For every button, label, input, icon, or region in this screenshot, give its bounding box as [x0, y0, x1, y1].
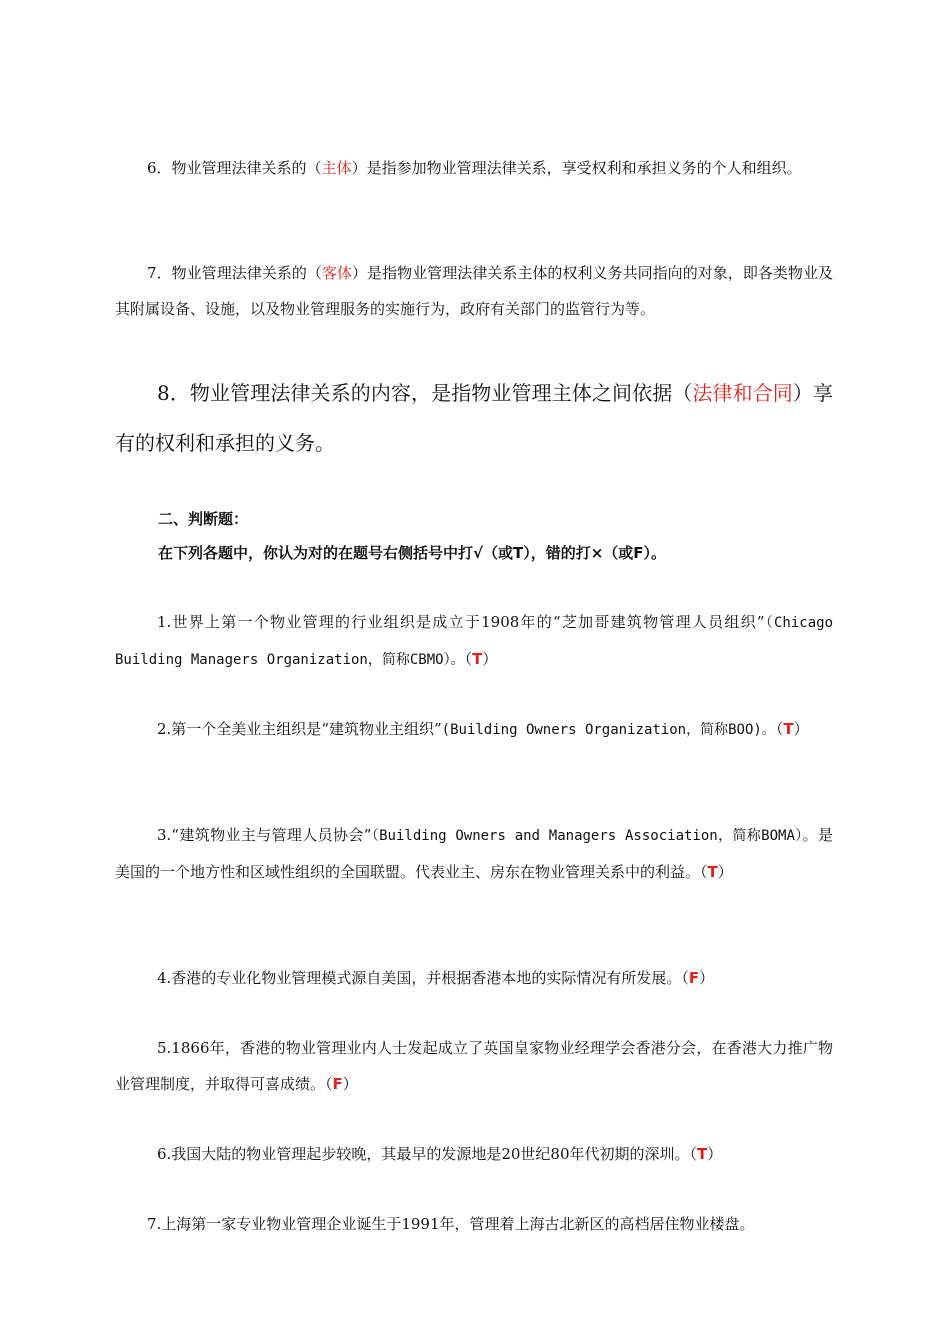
- judgment-2-answer: T: [783, 720, 794, 738]
- judgment-3: 3.“建筑物业主与管理人员协会”（Building Owners and Managers Association，简称BOMA）。是美国的一个地方性和区域性组织的全国联盟。代表业主、房东在物业管理关系中的利益。（T）: [115, 826, 833, 881]
- section-instruction: 在下列各题中，你认为对的在题号右侧括号中打√（或T），错的打×（或F）。: [158, 544, 667, 562]
- judgment-5-answer: F: [332, 1075, 343, 1093]
- judgment-4: 4.香港的专业化物业管理模式源自美国，并根据香港本地的实际情况有所发展。（F）: [157, 969, 715, 987]
- section-title: 二、判断题：: [158, 510, 249, 528]
- judgment-3-answer: T: [707, 863, 718, 881]
- fill-blank-8: 8．物业管理法律关系的内容，是指物业管理主体之间依据（法律和合同）享有的权利和承担的义务。: [115, 381, 834, 455]
- fill-blank-6: 6．物业管理法律关系的（主体）是指参加物业管理法律关系，享受权利和承担义务的个人和组织。: [147, 159, 802, 177]
- judgment-5: 5.1866年，香港的物业管理业内人士发起成立了英国皇家物业经理学会香港分会，在香港大力推广物业管理制度，并取得可喜成绩。（F）: [115, 1039, 833, 1093]
- judgment-2: 2.第一个全美业主组织是“建筑物业主组织”(Building Owners Organization，简称BOO)。（T）: [157, 720, 809, 738]
- judgment-1-answer: T: [472, 650, 483, 668]
- judgment-6-answer: T: [697, 1145, 708, 1163]
- judgment-1: 1.世界上第一个物业管理的行业组织是成立于1908年的“芝加哥建筑物管理人员组织”（Chicago Building Managers Organization，简称CBMO）。（T）: [115, 613, 833, 668]
- answer-8: 法律和合同: [692, 381, 793, 405]
- answer-7: 客体: [321, 264, 353, 282]
- judgment-7: 7.上海第一家专业物业管理企业诞生于1991年，管理着上海古北新区的高档居住物业楼盘。: [147, 1215, 755, 1233]
- fill-blank-7: 7．物业管理法律关系的（客体）是指物业管理法律关系主体的权利义务共同指向的对象，即各类物业及其附属设备、设施，以及物业管理服务的实施行为，政府有关部门的监管行为等。: [115, 264, 833, 318]
- judgment-4-answer: F: [688, 969, 700, 987]
- judgment-6: 6.我国大陆的物业管理起步较晚，其最早的发源地是20世纪80年代初期的深圳。（T）: [157, 1145, 723, 1163]
- answer-6: 主体: [321, 159, 352, 177]
